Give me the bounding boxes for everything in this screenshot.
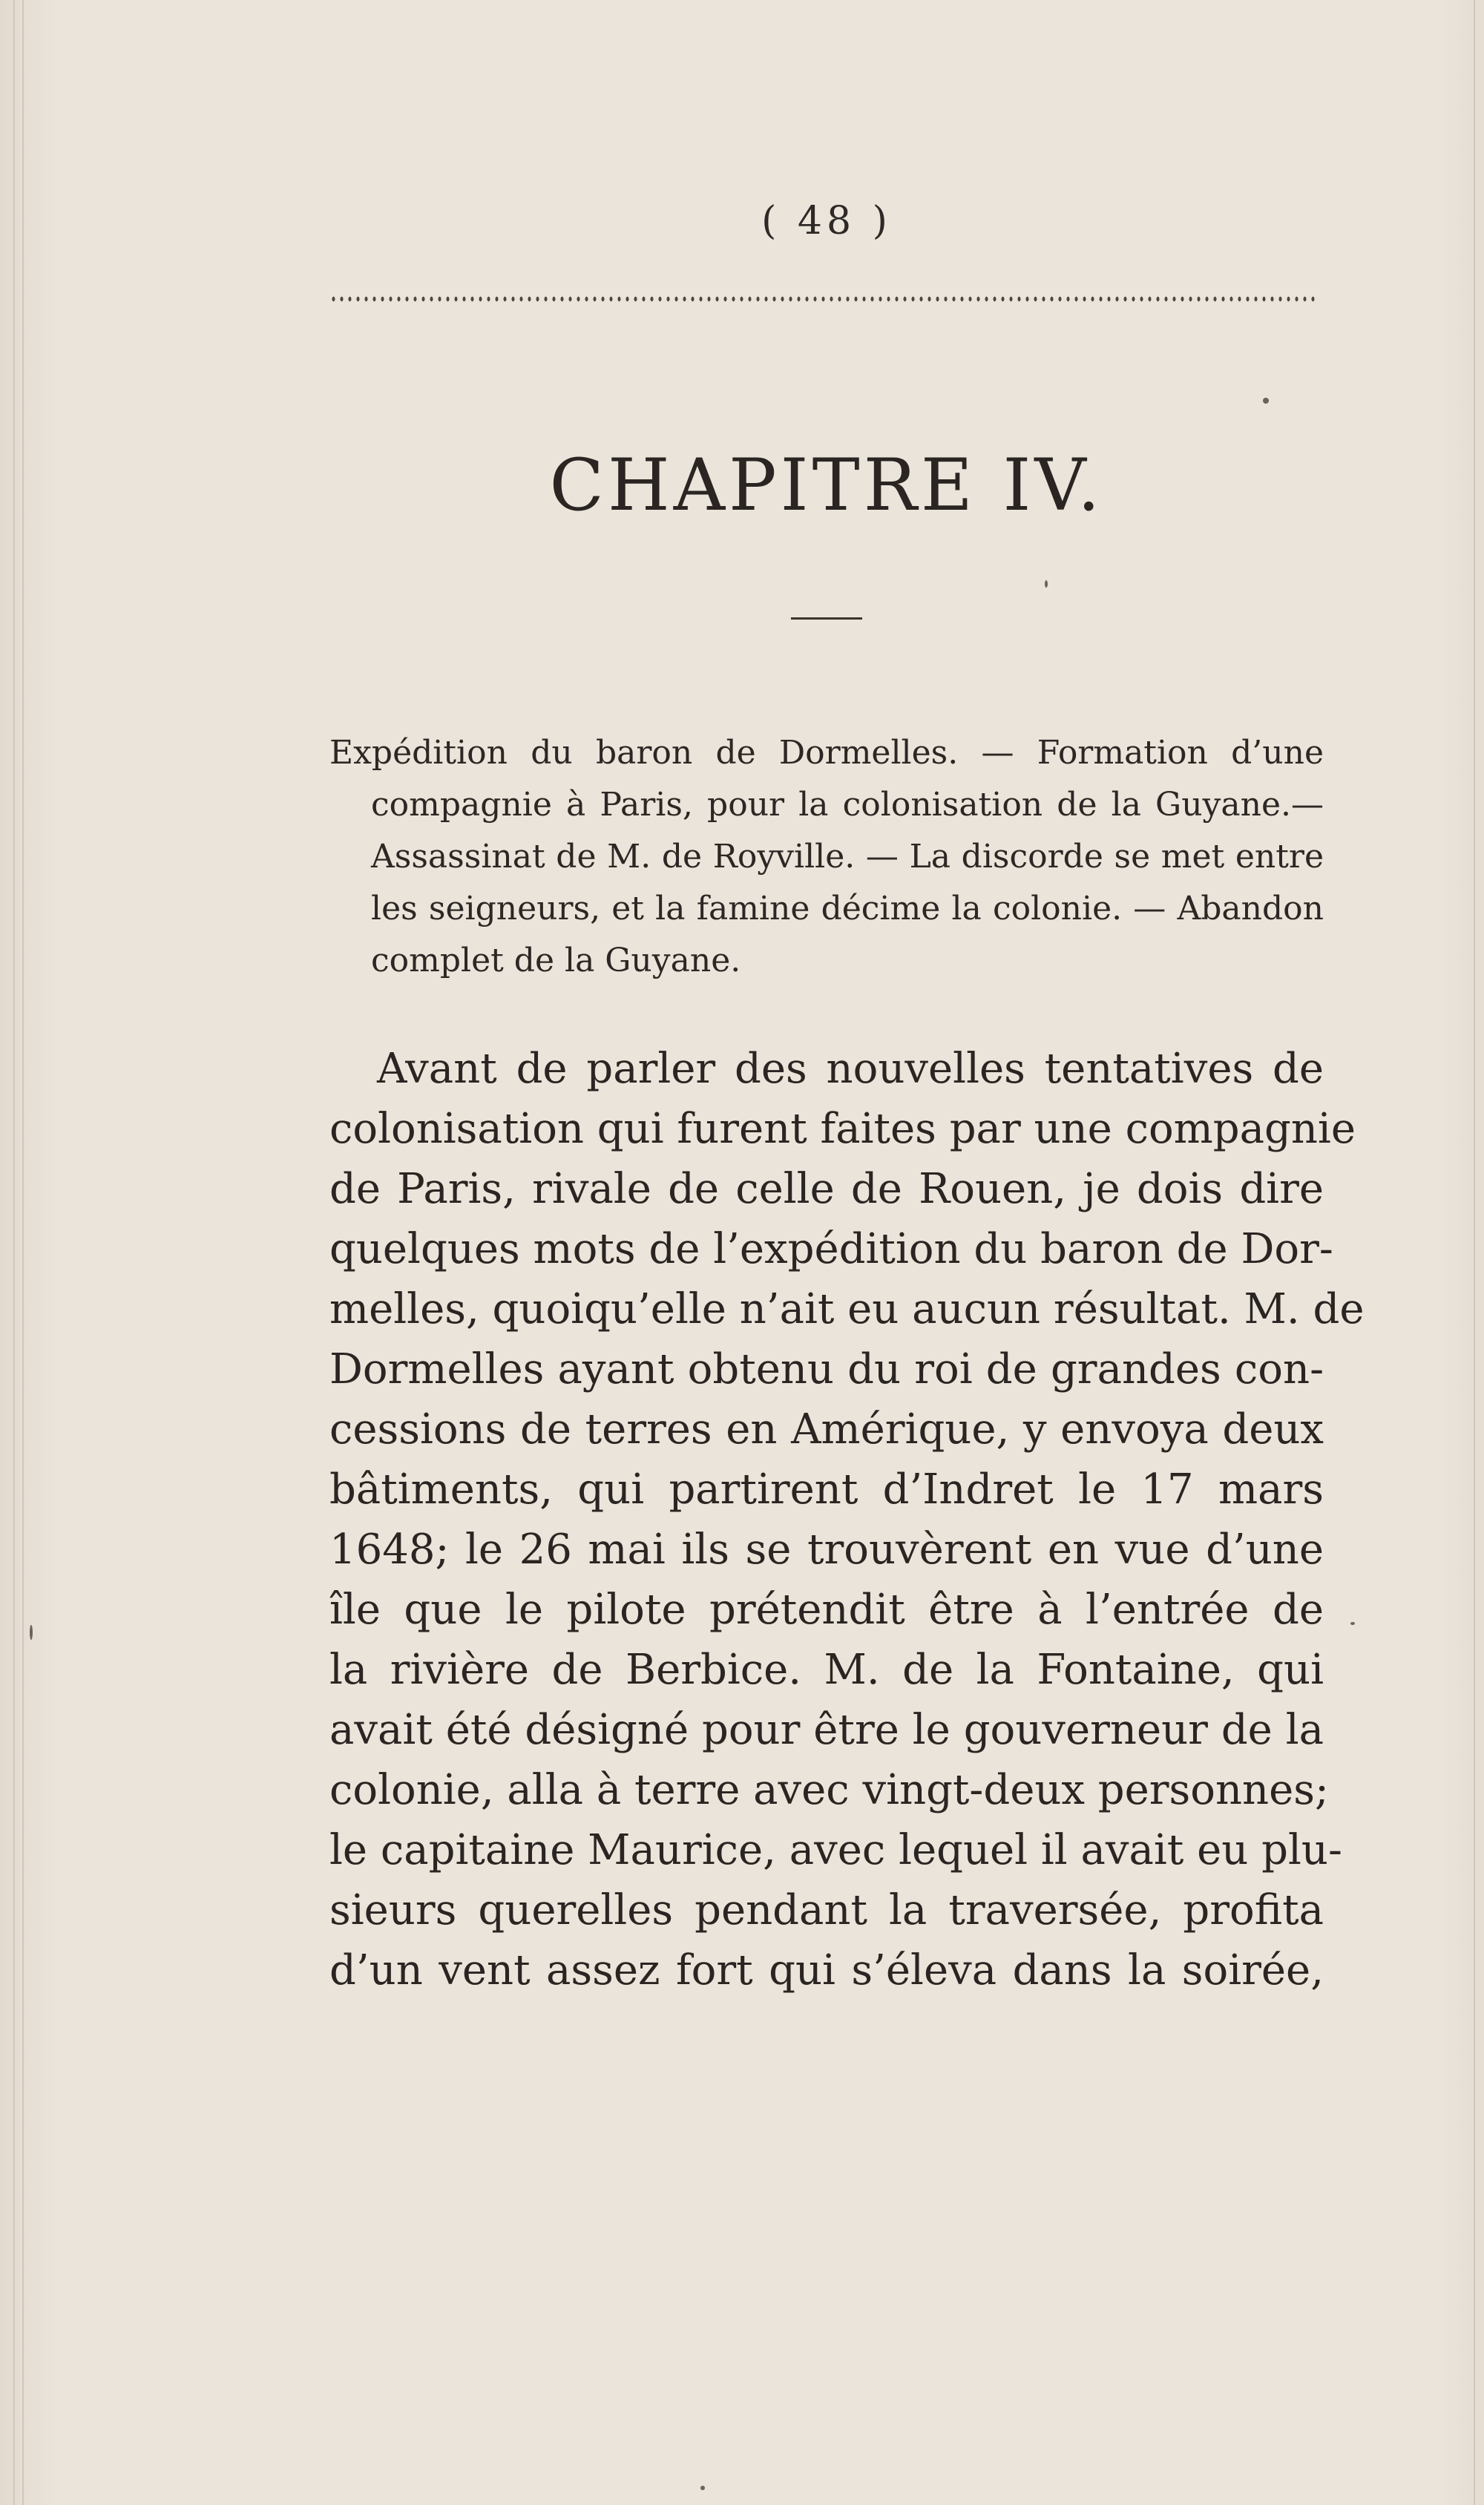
body-line: île que le pilote prétendit être à l’entrée de (329, 1586, 1324, 1634)
body-line: quelques mots de l’expédition du baron de Dor- (329, 1225, 1333, 1273)
body-line: le capitaine Maurice, avec lequel il avait eu plu- (329, 1826, 1342, 1874)
body-line: la rivière de Berbice. M. de la Fontaine, qui (329, 1646, 1324, 1694)
body-line: colonie, alla à terre avec vingt-deux personnes; (329, 1766, 1329, 1814)
body-line: colonisation qui furent faites par une compagnie (329, 1105, 1356, 1153)
paper-speck (1045, 580, 1048, 588)
chapter-title: CHAPITRE IV. (549, 444, 1104, 527)
body-line: d’un vent assez fort qui s’éleva dans la soirée, (329, 1946, 1324, 1995)
chapter-summary (329, 727, 1324, 987)
body-line: bâtiments, qui partirent d’Indret le 17 mars (329, 1465, 1324, 1514)
body-paragraph (329, 1039, 1365, 2000)
title-divider (791, 617, 862, 620)
body-line: 1648; le 26 mai ils se trouvèrent en vue d’une (329, 1526, 1324, 1574)
summary-line: complet de la Guyane. (371, 942, 741, 979)
paper-speck (1350, 1622, 1355, 1625)
summary-line: compagnie à Paris, pour la colonisation de la Guyane.— (371, 786, 1324, 824)
summary-line: les seigneurs, et la famine décime la colonie. — Abandon (371, 890, 1324, 928)
body-line: avait été désigné pour être le gouverneur de la (329, 1706, 1324, 1754)
paper-speck (1263, 398, 1269, 404)
ornamental-rule (329, 294, 1315, 304)
paper-speck (700, 2486, 705, 2490)
body-line: de Paris, rivale de celle de Rouen, je dois dire (329, 1165, 1324, 1213)
page-edge-line (1474, 0, 1475, 2505)
page-edge-line (13, 0, 15, 2505)
summary-line: Assassinat de M. de Royville. — La discorde se met entre (371, 838, 1324, 876)
body-line: Dormelles ayant obtenu du roi de grandes con- (329, 1345, 1324, 1393)
body-line: cessions de terres en Amérique, y envoya deux (329, 1405, 1324, 1454)
paper-speck (30, 1625, 33, 1640)
body-line: sieurs querelles pendant la traversée, profita (329, 1886, 1324, 1934)
page-number: ( 48 ) (761, 199, 892, 243)
summary-line: Expédition du baron de Dormelles. — Formation d’une (329, 734, 1324, 772)
body-line: Avant de parler des nouvelles tentatives de (377, 1045, 1324, 1093)
page-edge-line (22, 0, 24, 2505)
body-line: melles, quoiqu’elle n’ait eu aucun résultat. M. de (329, 1285, 1365, 1333)
